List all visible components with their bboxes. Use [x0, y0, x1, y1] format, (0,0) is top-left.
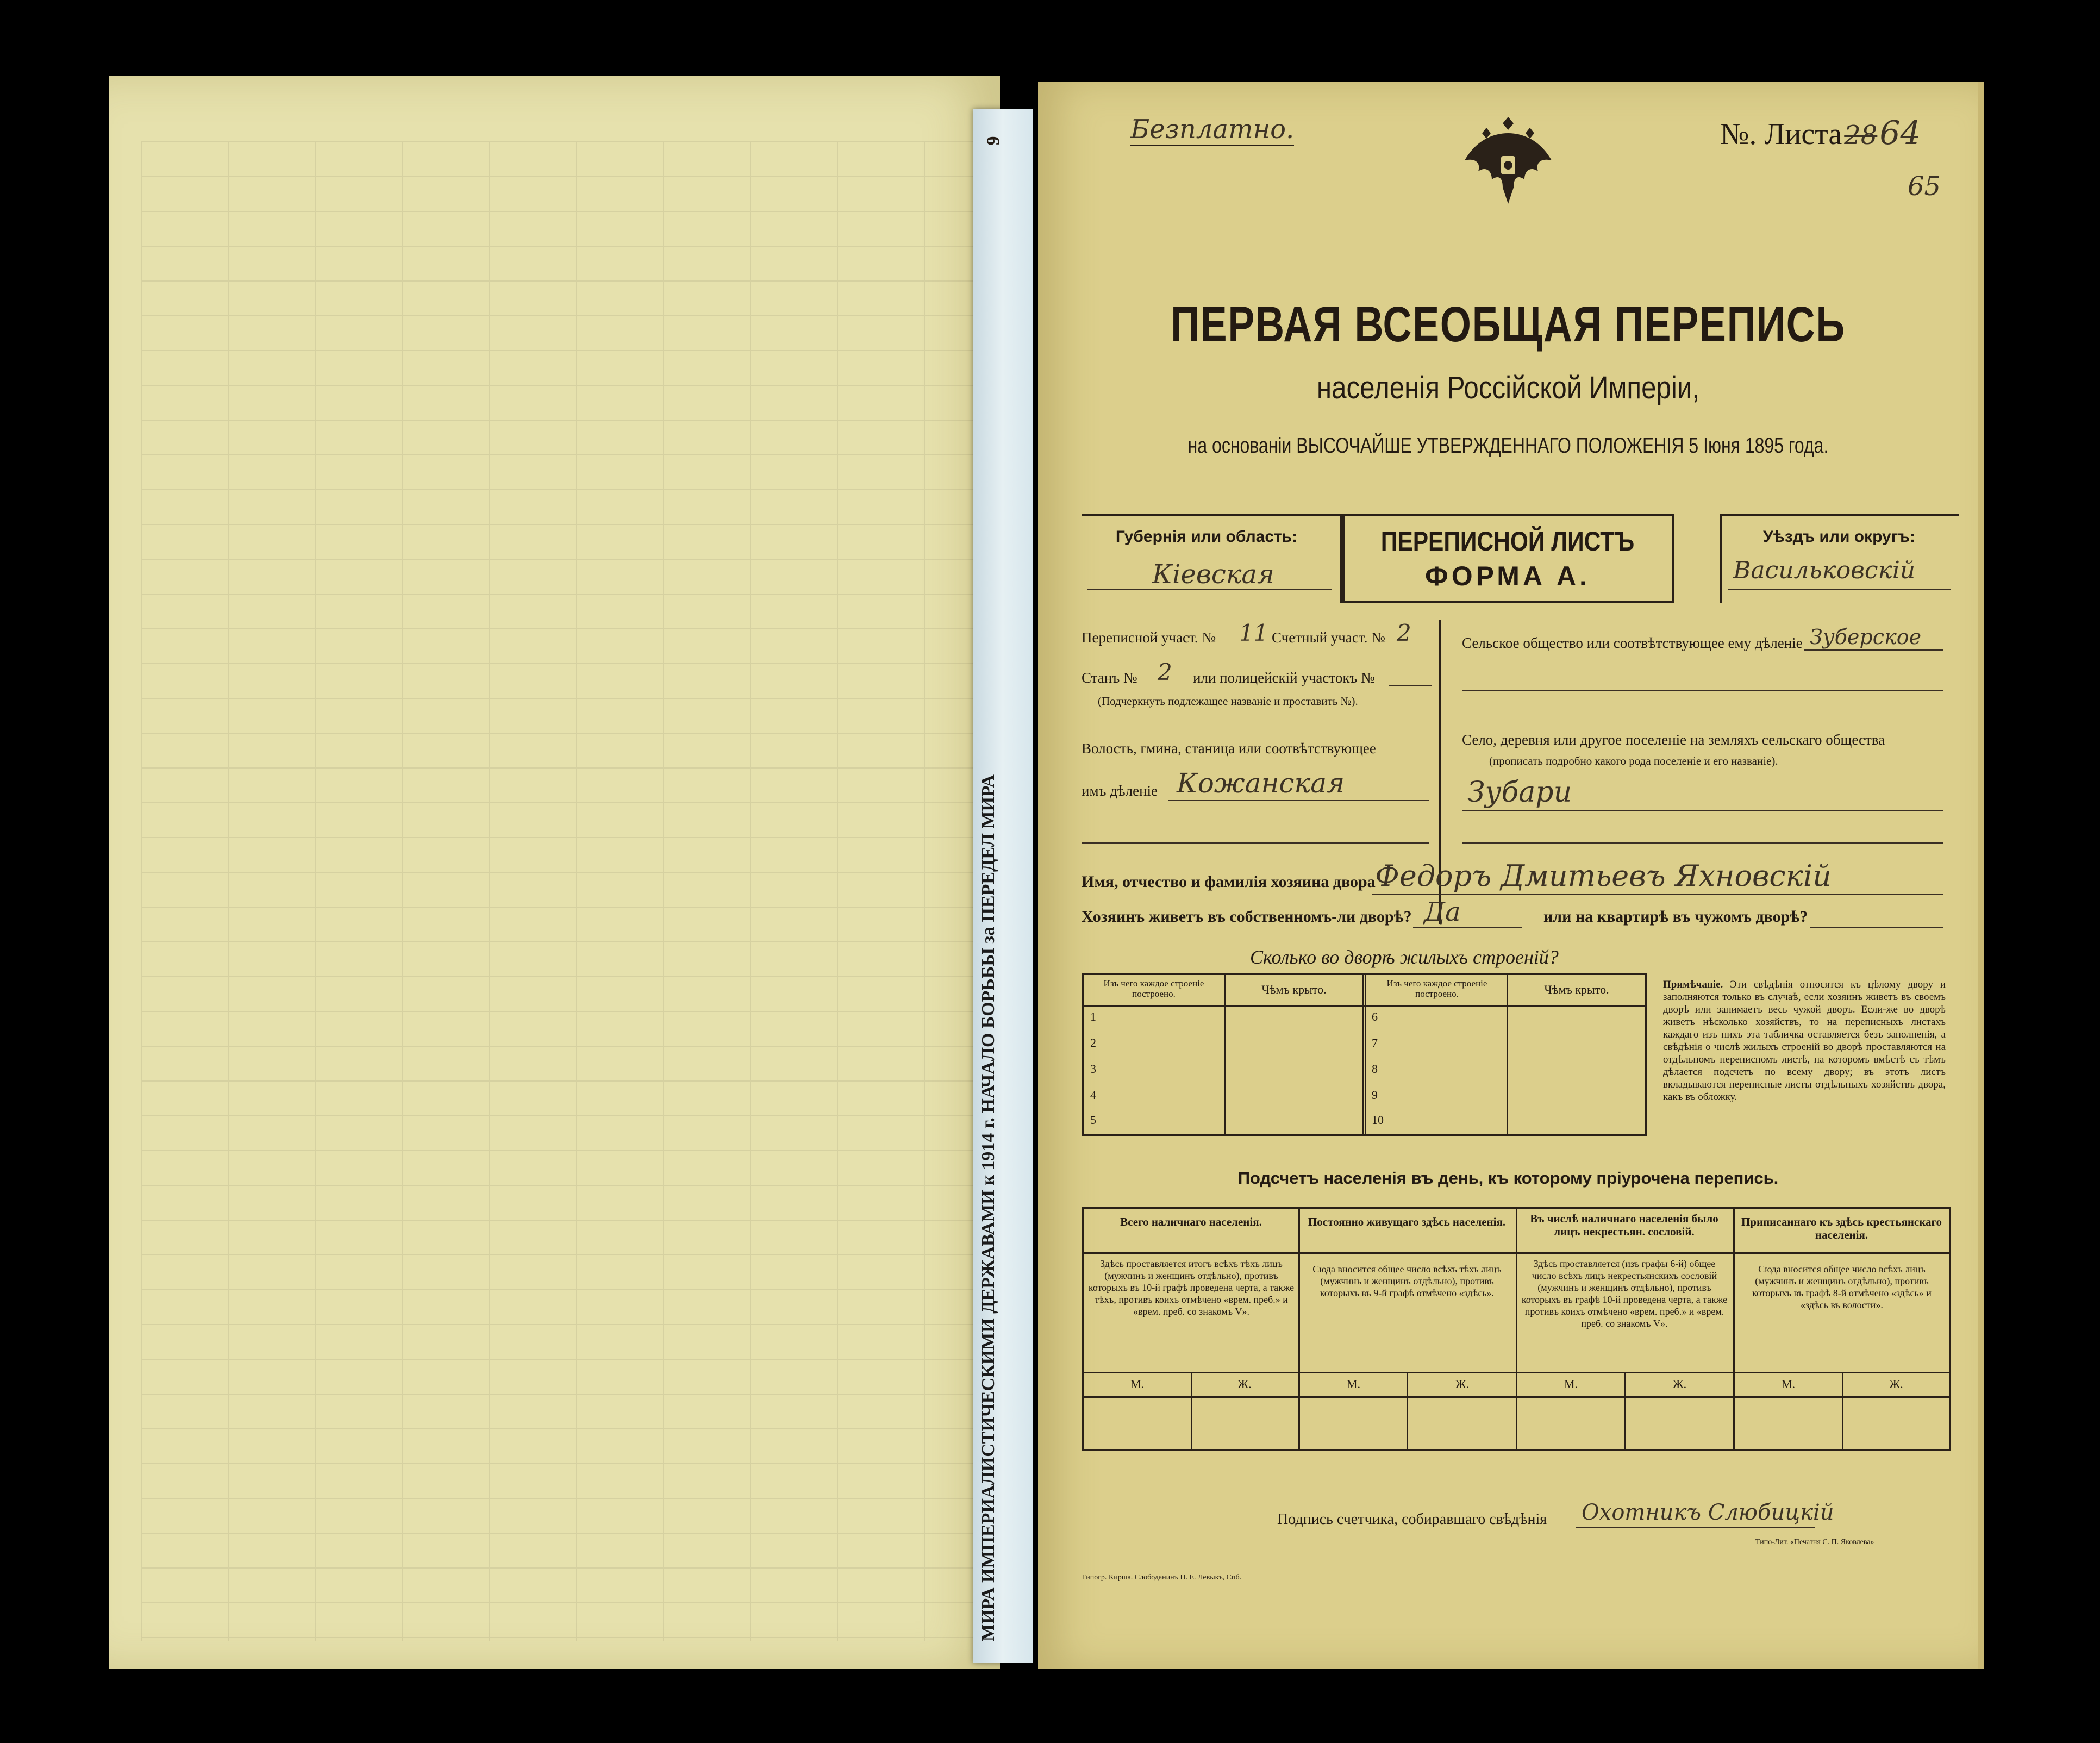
gubernia-value: Кіевская [1152, 559, 1274, 590]
subtitle: населенія Россійской Имперіи, [1316, 370, 1700, 405]
spine-page-number: 9 [983, 136, 1004, 146]
buildings-row: 3 [1090, 1062, 1096, 1076]
note-label: Примѣчаніе. [1663, 979, 1723, 990]
spine-strip [973, 109, 1033, 1663]
buildings-row: 10 [1372, 1113, 1384, 1127]
count-header: Въ числѣ наличнаго населенія было лицъ некрестьян. сословій. [1530, 1212, 1718, 1238]
buildings-row: 6 [1372, 1010, 1378, 1023]
stan-label: Станъ № [1082, 670, 1138, 686]
count-m-label: М. [1346, 1377, 1361, 1391]
buildings-row: 9 [1372, 1088, 1378, 1102]
census-section-value: 11 [1239, 620, 1268, 646]
printer-left: Типогр. Кирша. Слободанинъ П. Е. Левыкъ, Спб. [1082, 1573, 1242, 1582]
buildings-table [1082, 973, 1647, 1136]
note-text: Эти свѣдѣнія относятся къ цѣлому двору и заполняются только въ случаѣ, если хозяинъ живетъ въ своемъ дворѣ или занимаетъ весь чужой дворъ. Если-же во дворѣ живетъ нѣсколько хозяйствъ, то на переписныхъ листахъ каждаго изъ нихъ эта табличка оставляется безъ заполненія, а свѣдѣнія о числѣ жилыхъ строеній во дворѣ проставляются на отдѣльномъ переписномъ листѣ, на которомъ вмѣстѣ съ тѣмъ дѣлается подсчетъ по всему двору; въ этотъ листъ вкладываются переписные листы отдѣльныхъ хозяйствъ двора, какъ въ обложку. [1663, 979, 1946, 1103]
flat-label: или на квартирѣ въ чужомъ дворѣ? [1543, 908, 1808, 926]
spine-text: МИРА ИМПЕРИАЛИСТИЧЕСКИМИ ДЕРЖАВАМИ к 1914 г. НАЧАЛО БОРЬБЫ за ПЕРЕДЕЛ МИРА [978, 774, 998, 1641]
count-section-label: Счетный участ. № [1272, 629, 1385, 646]
buildings-col-roof: Чѣмъ крыто. [1261, 983, 1327, 996]
count-table [1082, 1207, 1951, 1451]
volost-value: Кожанская [1177, 767, 1345, 799]
village-value: Зубари [1467, 776, 1572, 809]
count-description: Сюда вносится общее число всѣхъ лицъ (мужчинъ и женщинъ отдѣльно), противъ которыхъ въ графѣ 8-й отмѣчено «здѣсь» и «здѣсь въ волости». [1752, 1264, 1932, 1310]
buildings-col-material: Изъ чего каждое строеніе построено. [1103, 978, 1204, 999]
count-m-label: М. [1130, 1377, 1145, 1391]
buildings-row: 4 [1090, 1088, 1096, 1102]
count-description: Здѣсь проставляется итогъ всѣхъ тѣхъ лицъ (мужчинъ и женщинъ отдѣльно), противъ которыхъ въ 10-й графѣ проведена черта, а также тѣхъ, противъ коихъ отмѣчено «врем. преб.» и «врем. преб. со знакомъ V». [1088, 1258, 1295, 1317]
count-f-label: Ж. [1672, 1377, 1687, 1391]
count-f-label: Ж. [1455, 1377, 1470, 1391]
count-m-label: М. [1781, 1377, 1796, 1391]
right-page [1038, 82, 1984, 1669]
buildings-col-material-2: Изъ чего каждое строеніе построено. [1386, 978, 1488, 999]
sheet-number [1720, 114, 1921, 152]
imperial-eagle-icon [1454, 111, 1562, 215]
note-block [1663, 978, 1946, 1103]
buildings-col-roof-2: Чѣмъ крыто. [1544, 983, 1609, 996]
main-title: ПЕРВАЯ ВСЕОБЩАЯ ПЕРЕПИСЬ [1171, 297, 1846, 352]
count-section-value: 2 [1397, 620, 1411, 646]
count-header: Приписаннаго къ здѣсь крестьянскаго населенія. [1741, 1215, 1942, 1241]
buildings-row: 7 [1372, 1036, 1378, 1049]
volost-label-2: имъ дѣленіе [1082, 783, 1158, 799]
count-f-label: Ж. [1238, 1377, 1252, 1391]
lives-value: Да [1424, 897, 1461, 927]
form-subtitle: ФОРМА А. [1425, 561, 1590, 591]
owner-label: Имя, отчество и фамилія хозяина двора [1082, 873, 1376, 891]
gubernia-label: Губернія или область: [1115, 528, 1298, 546]
village-label: Село, деревня или другое поселеніе на земляхъ сельскаго общества [1462, 732, 1885, 748]
uezd-box [1720, 514, 1959, 603]
buildings-row: 2 [1090, 1036, 1096, 1049]
free-label: Безплатно. [1130, 114, 1294, 146]
signature-label: Подпись счетчика, собиравшаго свѣдѣнія [1277, 1511, 1547, 1528]
underline-note: (Подчеркнуть подлежащее названіе и проставить №). [1098, 695, 1358, 708]
gubernia-box [1082, 514, 1342, 603]
printer-right: Типо-Лит. «Печатня С. П. Яковлева» [1755, 1538, 1874, 1546]
stan-value: 2 [1158, 659, 1172, 685]
count-header: Постоянно живущаго здѣсь населенія. [1308, 1215, 1506, 1228]
society-label: Сельское общество или соотвѣтствующее ему дѣленіе [1462, 635, 1803, 651]
left-page-faint-grid [141, 141, 978, 1641]
form-title-box [1342, 514, 1674, 603]
count-m-label: М. [1564, 1377, 1578, 1391]
buildings-label: Сколько во дворѣ жилыхъ строеній? [1250, 946, 1559, 968]
count-header: Всего наличнаго населенія. [1120, 1215, 1262, 1228]
uezd-label: Уѣздъ или округъ: [1762, 528, 1916, 546]
buildings-row: 5 [1090, 1113, 1096, 1127]
lives-label: Хозяинъ живетъ въ собственномъ-ли дворѣ? [1082, 908, 1412, 926]
buildings-row: 1 [1090, 1010, 1096, 1023]
buildings-row: 8 [1372, 1062, 1378, 1076]
count-description: Здѣсь проставляется (изъ графы 6-й) общее число всѣхъ лицъ некрестьянскихъ сословій (мужчинъ и женщинъ отдѣльно), противъ которыхъ въ графѣ 10-й проведена черта, а также противъ коихъ отмѣчено «врем. преб.» и «врем. преб. со знакомъ V». [1521, 1258, 1728, 1329]
count-description: Сюда вносится общее число всѣхъ тѣхъ лицъ (мужчинъ и женщинъ отдѣльно), противъ которыхъ въ 9-й графѣ отмѣчено «здѣсь». [1312, 1264, 1502, 1298]
society-value: Зуберское [1810, 625, 1922, 649]
count-title: Подсчетъ населенія въ день, къ которому пріурочена перепись. [1238, 1169, 1779, 1188]
volost-label: Волость, гмина, станица или соотвѣтствующее [1082, 740, 1376, 757]
sheet-number-old: 28 [1844, 120, 1878, 151]
uezd-value: Васильковскій [1733, 557, 1916, 584]
police-label: или полицейскій участокъ № [1193, 670, 1375, 686]
form-title: ПЕРЕПИСНОЙ ЛИСТЪ [1380, 526, 1635, 557]
village-note: (прописать подробно какого рода поселеніе и его названіе). [1489, 754, 1778, 767]
census-section-label: Переписной участ. № [1082, 629, 1216, 646]
count-f-label: Ж. [1889, 1377, 1903, 1391]
signature-value: Охотникъ Слюбицкій [1582, 1500, 1834, 1525]
owner-value: Федоръ Дмитьевъ Яхновскій [1375, 859, 1832, 893]
basis-line: на основаніи ВЫСОЧАЙШЕ УТВЕРЖДЕННАГО ПОЛОЖЕНІЯ 5 Іюня 1895 года. [1188, 434, 1829, 458]
sheet-number-new: 64 [1879, 114, 1921, 152]
left-page [109, 76, 1000, 1669]
sheet-number-extra: 65 [1908, 171, 1941, 202]
sheet-number-label: №. Листа [1720, 117, 1842, 151]
